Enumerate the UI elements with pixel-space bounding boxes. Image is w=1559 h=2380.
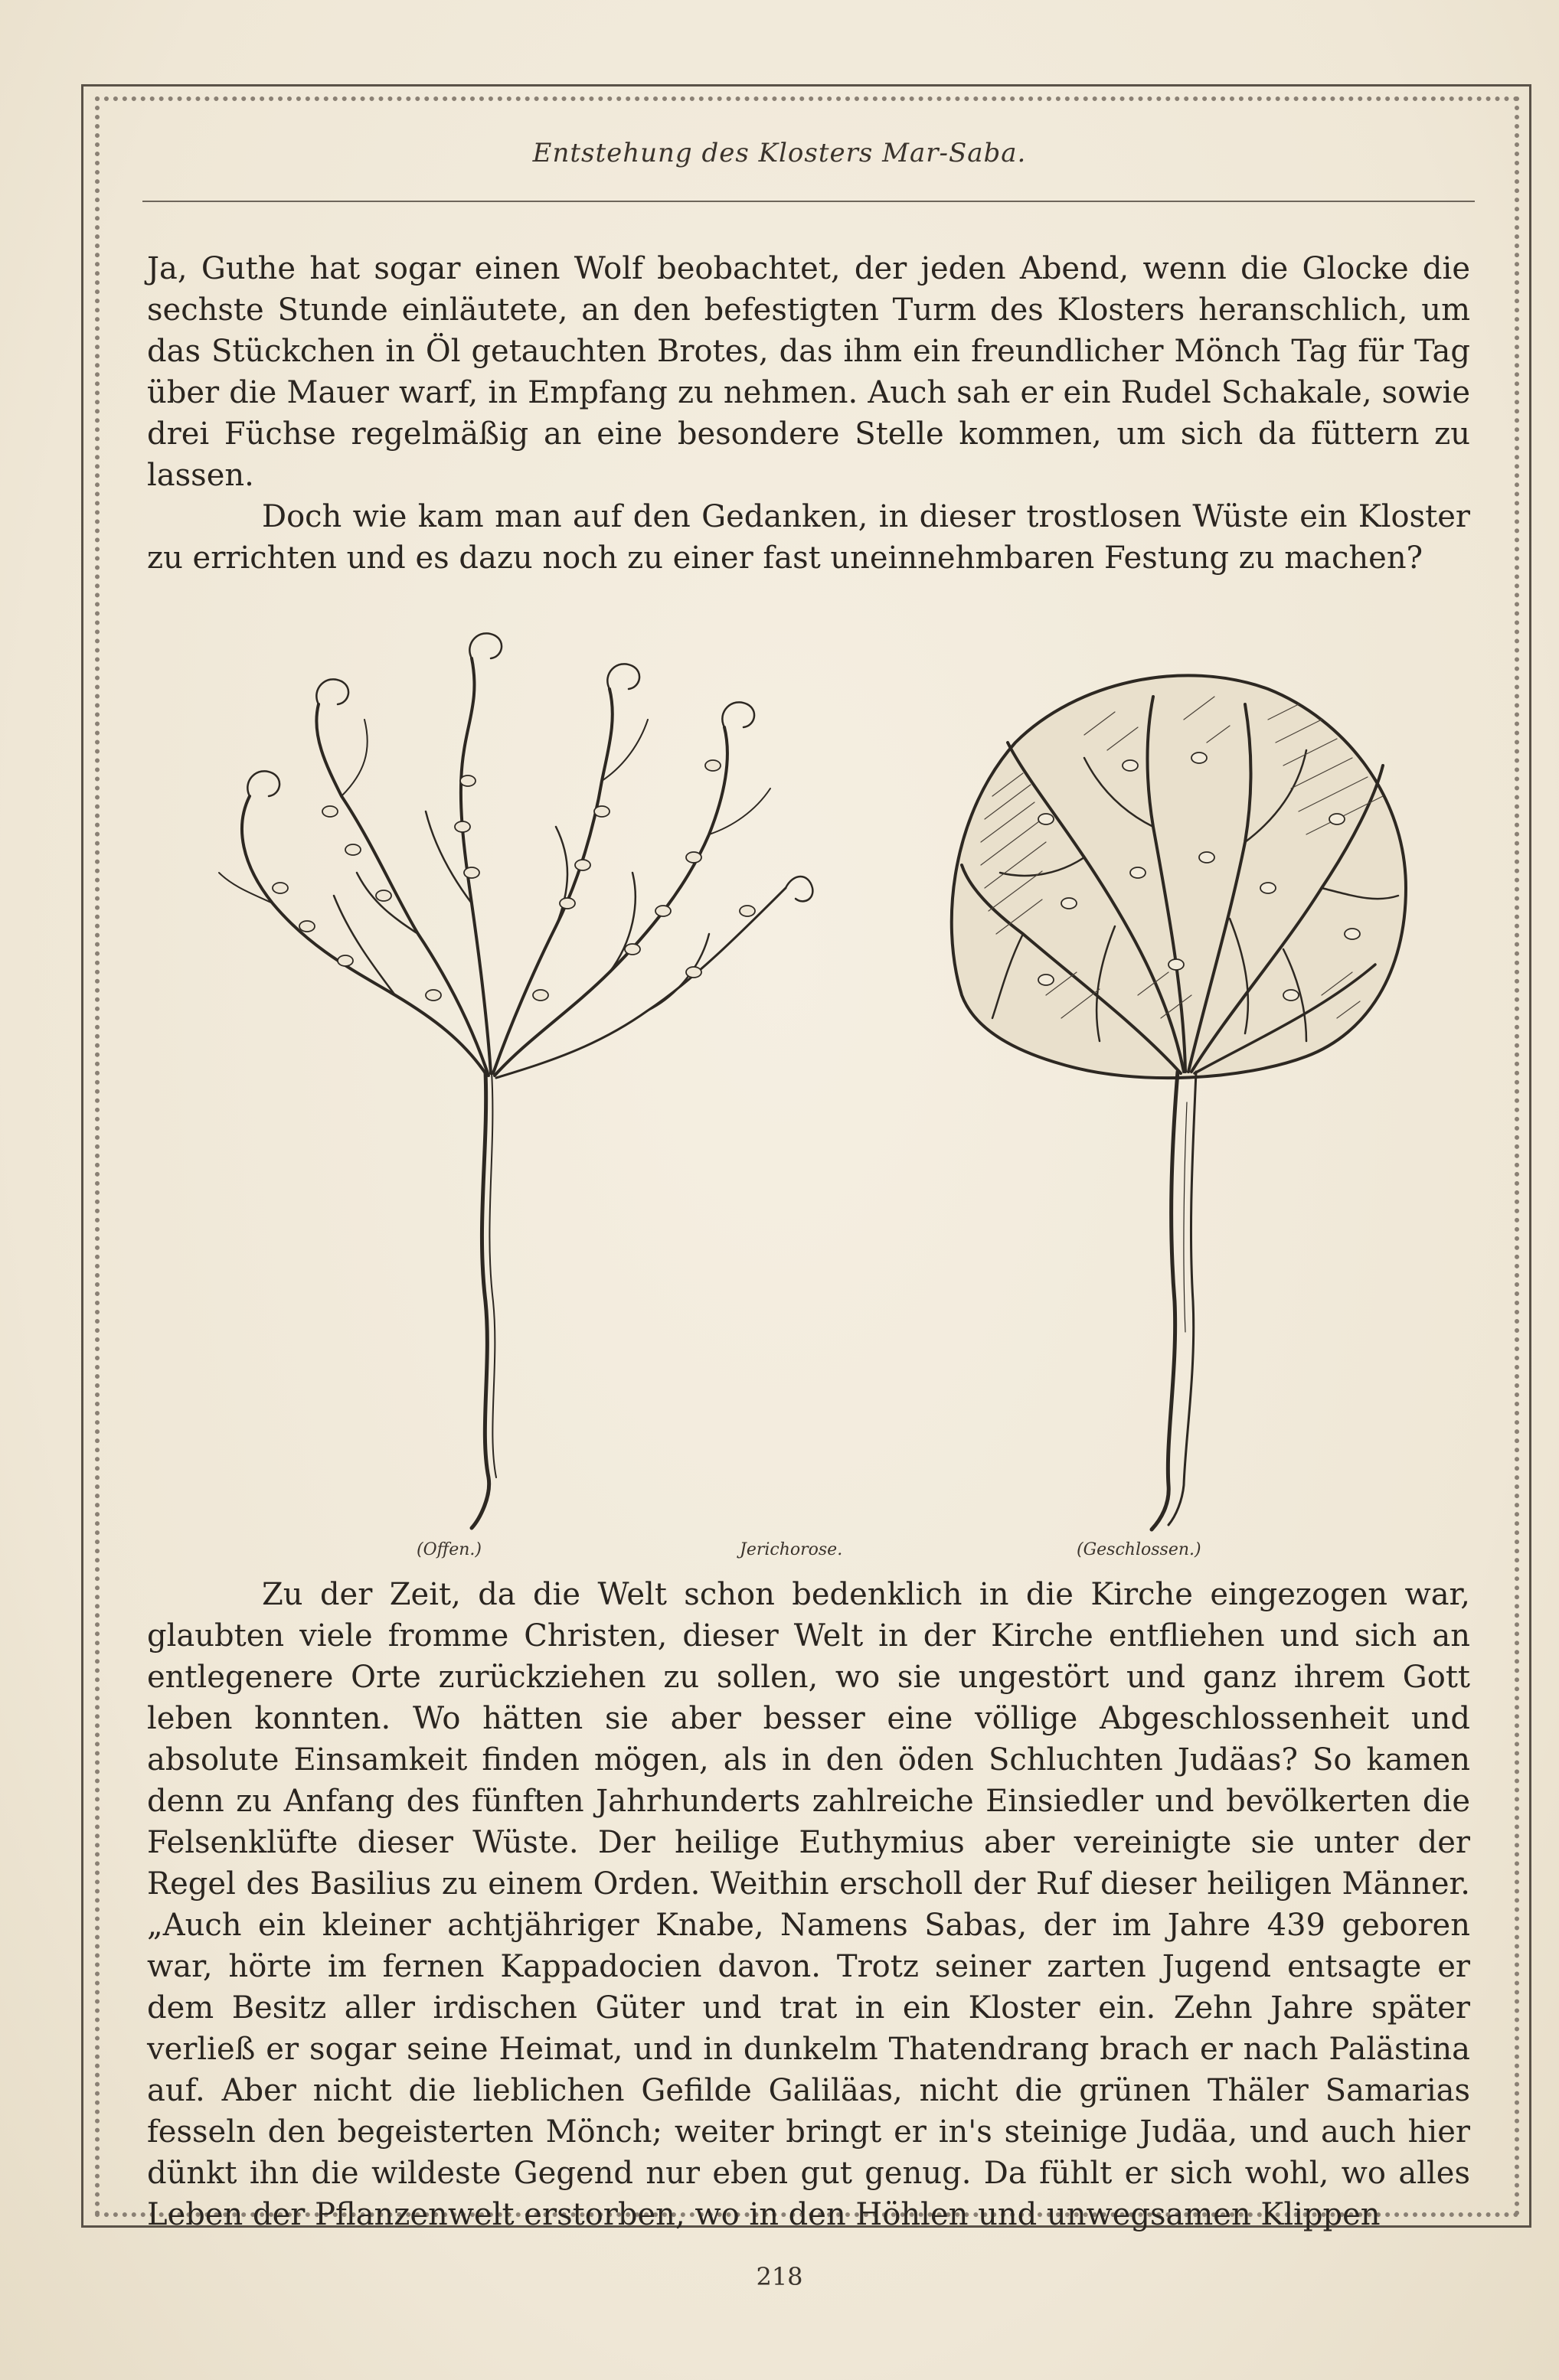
running-title: Entstehung des Klosters Mar-Saba. (532, 138, 1027, 168)
paragraph: Zu der Zeit, da die Welt schon bedenklich in die Kirche eingezogen war, glaubten viele fromme Christen, dieser Welt in der Kirche entfliehen und sich an entlegenere Orte zurückziehen zu sollen, wo sie ungestört und ganz ihrem Gott leben konnten. Wo hätten sie aber besser eine völlige Abgeschlossenheit und absolute Einsamkeit finden mögen, als in den öden Schluchten Judäas? So kamen denn zu Anfang des fünften Jahrhunderts zahlreiche Einsiedler und bevölkerten die Felsenklüfte dieser Wüste. Der heilige Euthymius aber vereinigte sie unter der Regel des Basilius zu einem Orden. Weithin erscholl der Ruf dieser heiligen Männer. „Auch ein kleiner achtjähriger Knabe, Namens Sabas, der im Jahre 439 geboren war, hörte im fernen Kappadocien davon. Trotz seiner zarten Jugend entsagte er dem Besitz aller irdischen Güter und trat in ein Kloster ein. Zehn Jahre später verließ er sogar seine Heimat, und in dunkelm Thatendrang brach er nach Palästina auf. Aber nicht die lieblichen Gefilde Galiläas, nicht die grünen Thäler Samarias fesseln den begeisterten Mönch; weiter bringt er in's steinige Judäa, und auch hier dünkt ihn die wildeste Gegend nur eben gut genug. Da fühlt er sich wohl, wo alles Leben der Pflanzenwelt erstorben, wo in den Höhlen und unwegsamen Klippen (147, 1577, 1470, 2232)
page-number: 218 (756, 2262, 803, 2291)
paragraph: Doch wie kam man auf den Gedanken, in dieser trostlosen Wüste ein Kloster zu errichten und es dazu noch zu einer fast uneinnehmbaren Festung zu machen? (147, 499, 1470, 576)
closed-plant-drawing (952, 675, 1406, 1530)
text-block-top (147, 248, 1470, 579)
caption-title: Jerichorose. (740, 1540, 843, 1559)
caption-open: (Offen.) (417, 1540, 482, 1559)
caption-closed: (Geschlossen.) (1077, 1540, 1201, 1559)
jericho-rose-illustration (142, 566, 1475, 1539)
open-plant-drawing (219, 633, 812, 1528)
header-rule (142, 201, 1475, 202)
paragraph: Ja, Guthe hat sogar einen Wolf beobachtet, der jeden Abend, wenn die Glocke die sechste Stunde einläutete, an den befestigten Turm des Klosters heranschlich, um das Stückchen in Öl getauchten Brotes, das ihm ein freundlicher Mönch Tag für Tag über die Mauer warf, in Empfang zu nehmen. Auch sah er ein Rudel Schakale, sowie drei Füchse regelmäßig an eine besondere Stelle kommen, um sich da füttern zu lassen. (147, 251, 1470, 493)
text-block-bottom (147, 1574, 1470, 2235)
jericho-rose-figure (142, 566, 1475, 1559)
